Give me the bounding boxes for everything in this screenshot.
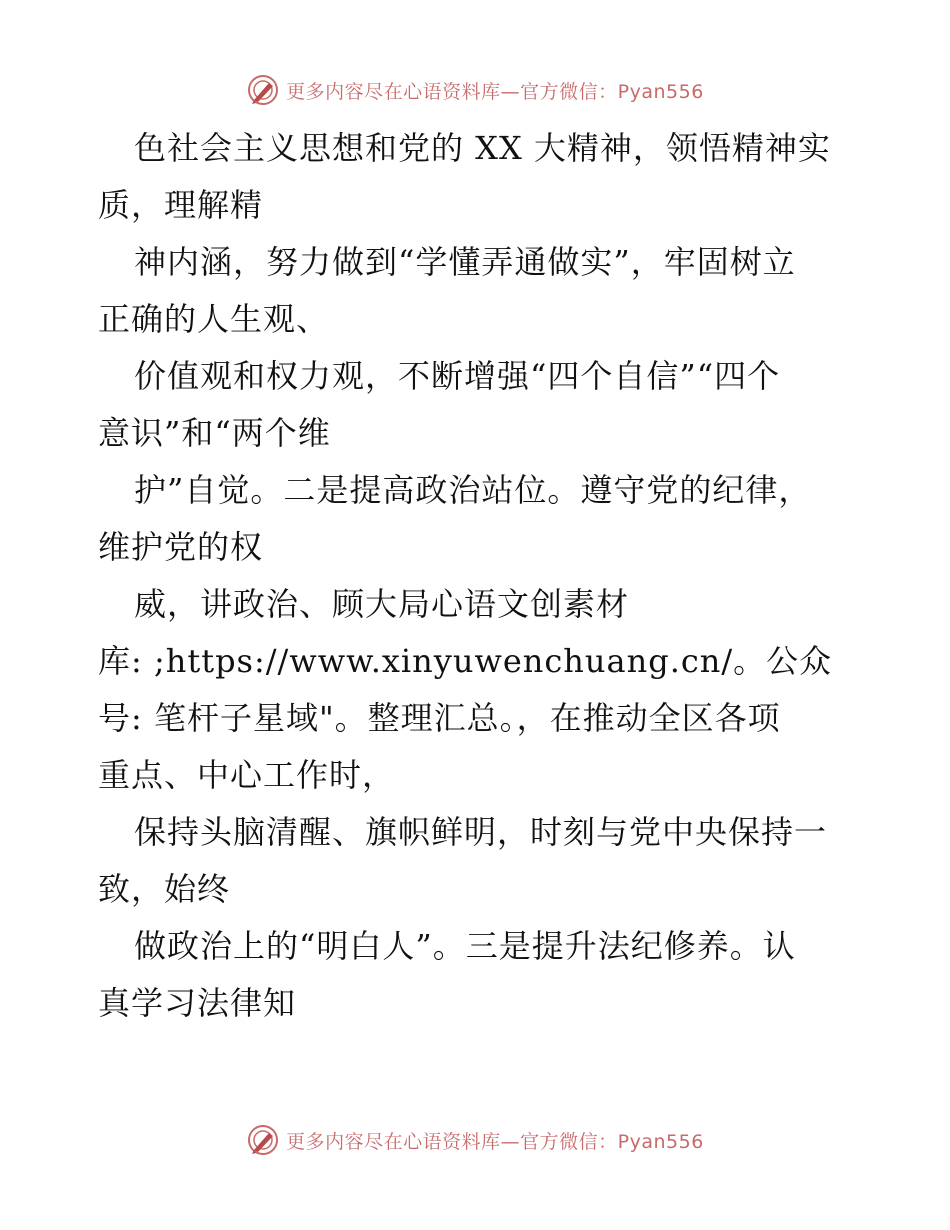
text-line: 神内涵，努力做到“学懂弄通做实”，牢固树立 bbox=[134, 243, 796, 281]
text-line: 重点、中心工作时， bbox=[98, 756, 396, 794]
text-line: 做政治上的“明白人”。三是提升法纪修养。认 bbox=[134, 927, 796, 965]
text-line: 维护党的权 bbox=[98, 528, 264, 566]
text-line: 护”自觉。二是提高政治站位。遵守党的纪律， bbox=[134, 471, 812, 509]
header-banner-content bbox=[246, 73, 704, 107]
text-line: 威，讲政治、顾大局心语文创素材 bbox=[134, 585, 630, 623]
text-line: 正确的人生观、 bbox=[98, 300, 330, 338]
footer-banner-content bbox=[246, 1123, 704, 1157]
footer-banner-text: 更多内容尽在心语资料库—官方微信：Pyan556 bbox=[286, 1130, 704, 1153]
text-line: 价值观和权力观，不断增强“四个自信”“四个 bbox=[134, 357, 781, 395]
pen-logo-icon bbox=[246, 73, 280, 107]
text-line: 库: ;https://www.xinyuwenchuang.cn/。公众 bbox=[98, 642, 833, 680]
text-line: 真学习法律知 bbox=[98, 984, 297, 1022]
text-line: 意识”和“两个维 bbox=[98, 414, 331, 452]
footer-banner bbox=[0, 1120, 950, 1160]
pen-logo-icon bbox=[246, 1123, 280, 1157]
text-line: 质，理解精 bbox=[98, 186, 264, 224]
text-line: 号: 笔杆子星域"。整理汇总。，在推动全区各项 bbox=[98, 699, 781, 737]
text-line: 保持头脑清醒、旗帜鲜明，时刻与党中央保持一 bbox=[134, 813, 828, 851]
text-line: 致，始终 bbox=[98, 870, 231, 908]
header-banner-text: 更多内容尽在心语资料库—官方微信：Pyan556 bbox=[286, 80, 704, 103]
header-banner bbox=[0, 70, 950, 110]
text-line: 色社会主义思想和党的 XX 大精神，领悟精神实 bbox=[134, 129, 831, 167]
document-body bbox=[98, 120, 868, 1032]
